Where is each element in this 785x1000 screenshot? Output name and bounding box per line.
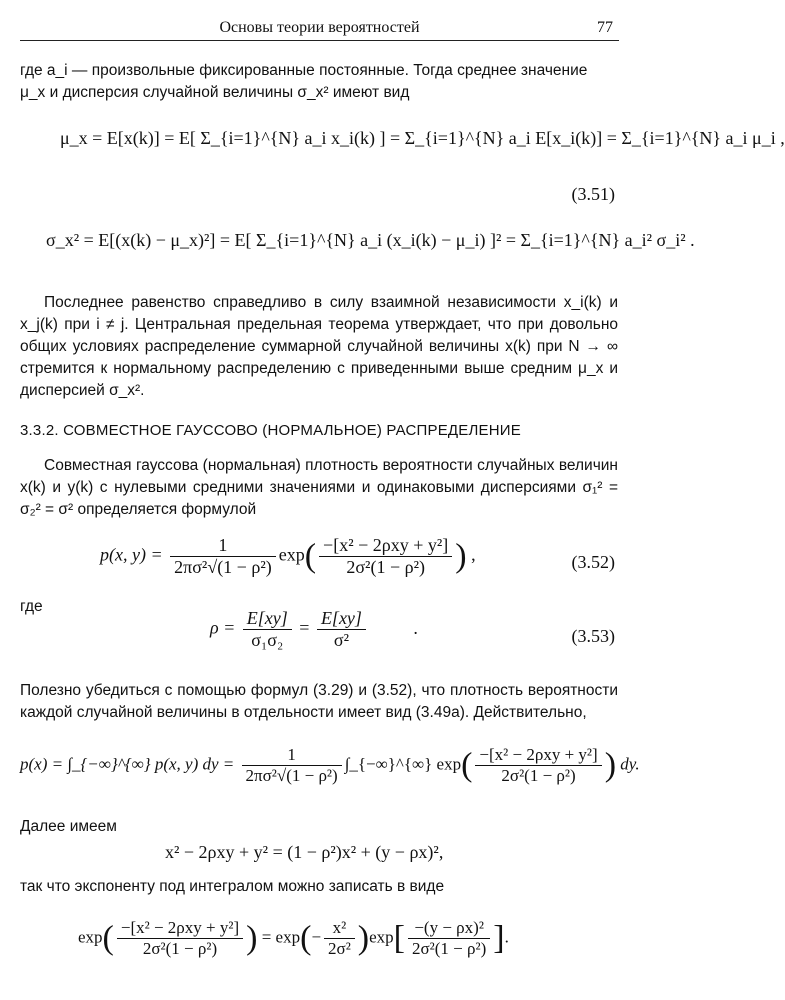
final-d2: 2σ² bbox=[328, 939, 351, 958]
equation-number-3-53: (3.53) bbox=[571, 626, 615, 646]
eq352-fraction bbox=[170, 535, 276, 578]
where-label: где bbox=[20, 598, 43, 615]
eq353-f1-denominator: σ₁σ₂ bbox=[251, 630, 284, 650]
eq353-fraction-2 bbox=[317, 608, 366, 651]
right-paren: ) bbox=[357, 919, 370, 957]
int-lhs: p(x) = ∫_{−∞}^{∞} p(x, y) dy = bbox=[20, 754, 235, 774]
int-tail: dy. bbox=[620, 754, 640, 774]
final-tail: . bbox=[504, 927, 509, 947]
eq353-f2-numerator: E[xy] bbox=[317, 608, 366, 630]
left-bracket: [ bbox=[393, 919, 405, 957]
int-frac-numerator: 1 bbox=[242, 745, 342, 766]
paragraph-marginal: Полезно убедиться с помощью формул (3.29) и (3.52), что плотность вероятности каждой случайной величины в отдельности имеет вид (3.49а). Действительно, bbox=[20, 682, 618, 721]
int-fraction bbox=[242, 745, 342, 786]
final-fraction-2 bbox=[324, 918, 355, 959]
equation-3-53 bbox=[210, 608, 418, 651]
right-paren: ) bbox=[246, 919, 258, 957]
paragraph-intro bbox=[20, 60, 618, 104]
right-bracket: ] bbox=[493, 919, 505, 957]
eq352-frac-numerator: 1 bbox=[170, 535, 276, 557]
int-exp-denominator: 2σ²(1 − ρ²) bbox=[501, 766, 576, 785]
equation-identity: x² − 2ρxy + y² = (1 − ρ²)x² + (y − ρx)², bbox=[165, 842, 444, 862]
final-exp-1: exp bbox=[78, 927, 103, 947]
int-exp-fraction bbox=[475, 745, 601, 786]
eq352-frac-denominator: 2πσ²√(1 − ρ²) bbox=[174, 557, 272, 577]
final-n2: x² bbox=[324, 918, 355, 939]
equation-marginal-integral bbox=[20, 745, 640, 786]
equation-exponent-split: exp( $\frac{\text{−[x² − 2ρxy + y²]}}{\text{2σ²(1 − ρ²)}}$ ) = exp(− $\frac{\text{x²}}{\text{2σ²}}$ )exp[ $\frac{\text{−(y − ρx)²}}{\text{2σ²(1 − ρ²)}}$ ]. bbox=[78, 918, 509, 958]
left-paren: ( bbox=[461, 746, 473, 784]
equation-3-51-line-2: σ_x² = E[(x(k) − μ_x)²] = E[ Σ_{i=1}^{N} a_i (x_i(k) − μ_i) ]² = Σ_{i=1}^{N} a_i² σ_i² . bbox=[46, 230, 695, 250]
left-paren: ( bbox=[304, 537, 317, 575]
final-n3: −(y − ρx)² bbox=[408, 918, 490, 939]
eq352-tail: , bbox=[471, 544, 476, 565]
eq353-lhs: ρ = bbox=[210, 617, 236, 638]
final-n1: −[x² − 2ρxy + y²] bbox=[117, 918, 243, 939]
running-header bbox=[20, 18, 619, 41]
final-d3: 2σ²(1 − ρ²) bbox=[412, 939, 487, 958]
page-number: 77 bbox=[597, 19, 613, 36]
eq352-exp-fraction bbox=[319, 535, 452, 578]
int-integral: ∫_{−∞}^{∞} bbox=[344, 754, 433, 774]
paragraph-exponent: так что экспоненту под интегралом можно записать в виде bbox=[20, 878, 445, 895]
eq353-f1-numerator: E[xy] bbox=[243, 608, 292, 630]
eq352-exp-numerator: −[x² − 2ρxy + y²] bbox=[319, 535, 452, 557]
header-title: Основы теории вероятностей bbox=[219, 19, 420, 36]
equation-3-51-line-1: μ_x = E[x(k)] = E[ Σ_{i=1}^{N} a_i x_i(k) ] = Σ_{i=1}^{N} a_i E[x_i(k)] = Σ_{i=1}^{N} a_i μ_i , bbox=[60, 128, 785, 148]
eq352-lhs: p(x, y) = bbox=[100, 544, 163, 565]
intro-line-1: где a_i — произвольные фиксированные постоянные. Тогда среднее значение bbox=[20, 62, 588, 79]
paragraph-further: Далее имеем bbox=[20, 818, 117, 835]
eq353-equals: = bbox=[299, 617, 310, 638]
int-exp-numerator: −[x² − 2ρxy + y²] bbox=[475, 745, 601, 766]
final-d1: 2σ²(1 − ρ²) bbox=[142, 939, 218, 958]
int-exp: exp bbox=[436, 754, 462, 774]
intro-line-2: μ_x и дисперсия случайной величины σ_x² имеют вид bbox=[20, 84, 410, 101]
section-title: 3.3.2. СОВМЕСТНОЕ ГАУССОВО (НОРМАЛЬНОЕ) РАСПРЕДЕЛЕНИЕ bbox=[20, 422, 521, 439]
equation-number-3-52: (3.52) bbox=[571, 552, 615, 572]
paragraph-gaussian: Совместная гауссова (нормальная) плотность вероятности случайных величин x(k) и y(k) с нулевыми средними значениями и одинаковыми дисперсиями σ₁² = σ₂² = σ² определяется формулой bbox=[20, 457, 618, 518]
paragraph-independence: Последнее равенство справедливо в силу взаимной независимости x_i(k) и x_j(k) при i ≠ j. Центральная предельная теорема утверждает, что при довольно общих условиях распределение суммарной случайной величины x(k) при N → ∞ стремится к нормальному распределению с приведенными выше средним μ_x и дисперсией σ_x². bbox=[20, 294, 618, 399]
right-paren: ) bbox=[455, 537, 467, 575]
right-paren: ) bbox=[604, 746, 617, 784]
int-frac-denominator: 2πσ²√(1 − ρ²) bbox=[245, 766, 338, 785]
equation-number-3-51: (3.51) bbox=[571, 184, 615, 204]
eq353-f2-denominator: σ² bbox=[333, 630, 349, 650]
eq353-fraction-1 bbox=[243, 608, 292, 651]
left-paren: ( bbox=[300, 919, 312, 957]
left-paren: ( bbox=[102, 919, 114, 957]
final-fraction-1 bbox=[117, 918, 243, 959]
final-eq: = exp bbox=[261, 927, 301, 947]
eq352-exp: exp bbox=[278, 544, 305, 565]
eq353-tail: . bbox=[413, 617, 418, 638]
equation-3-52 bbox=[100, 535, 476, 578]
final-fraction-3 bbox=[408, 918, 490, 959]
final-exp-3: exp bbox=[369, 927, 394, 947]
eq352-exp-denominator: 2σ²(1 − ρ²) bbox=[346, 557, 425, 577]
